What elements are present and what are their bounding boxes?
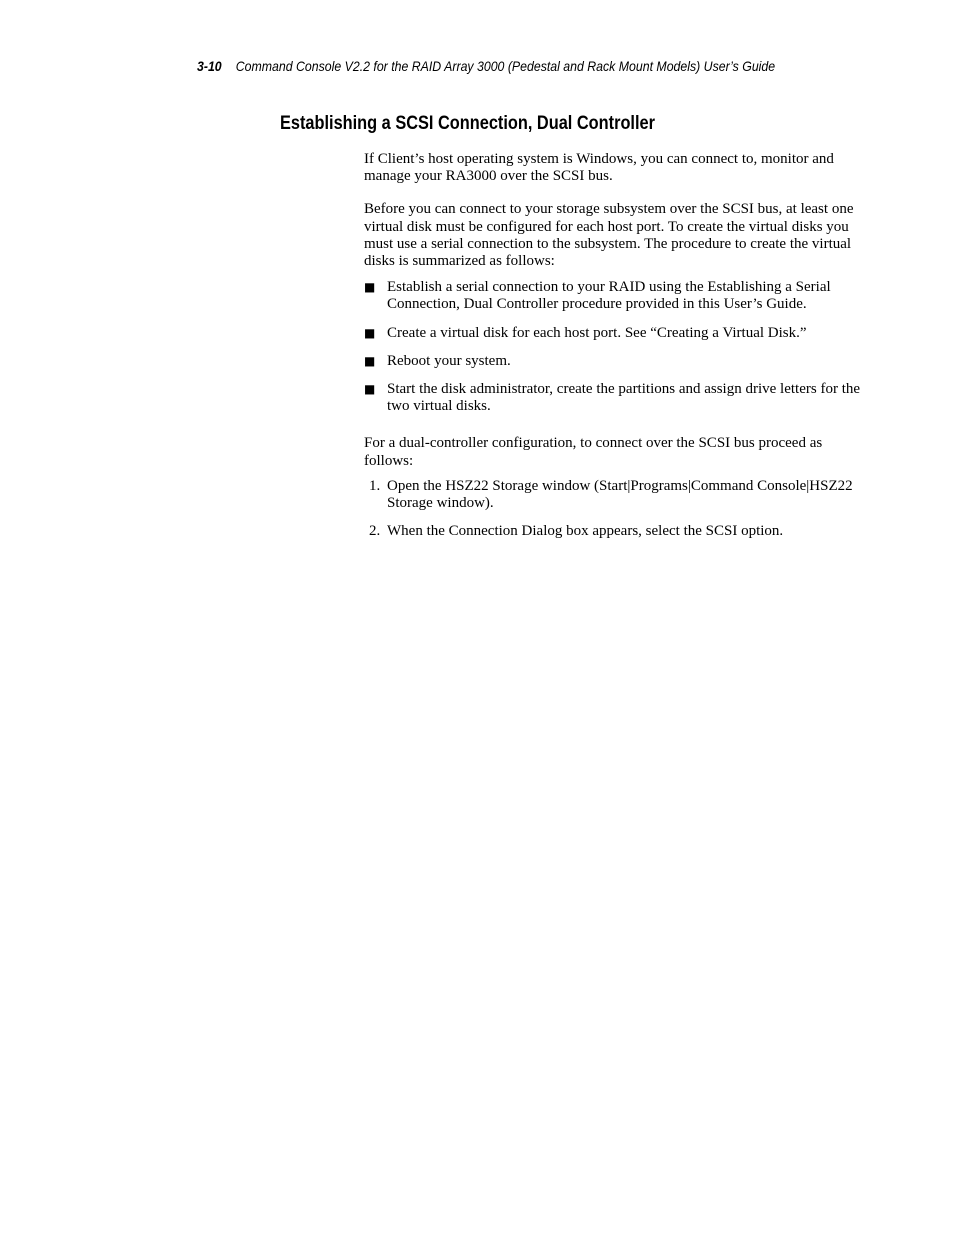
numbered-steps [364, 478, 864, 541]
list-item [364, 353, 864, 370]
procedure-summary-list [364, 279, 864, 415]
step-item [364, 523, 864, 540]
running-title: Command Console V2.2 for the RAID Array 3000 (Pedestal and Rack Mount Models) User’s Guide [235, 58, 776, 74]
square-bullet-icon: ■ [364, 382, 376, 397]
step-text: When the Connection Dialog box appears, select the SCSI option. [387, 523, 784, 540]
running-header [197, 57, 775, 75]
page-number: 3-10 [197, 58, 222, 74]
steps-lead-paragraph: For a dual-controller configuration, to connect over the SCSI bus proceed as follows: [364, 435, 823, 469]
step-number: 1. [369, 477, 381, 494]
list-item-text: Start the disk administrator, create the partitions and assign drive letters for the two virtual disks. [387, 381, 861, 415]
square-bullet-icon: ■ [364, 280, 376, 295]
square-bullet-icon: ■ [364, 353, 376, 368]
section-title: Establishing a SCSI Connection, Dual Controller [280, 113, 655, 134]
list-item-text: Establish a serial connection to your RAID using the Establishing a Serial Connection, Dual Controller procedure provided in this User’s Guide. [387, 279, 831, 313]
body-text [364, 151, 864, 551]
step-number: 2. [369, 523, 381, 540]
list-item [364, 325, 864, 342]
step-text: Open the HSZ22 Storage window (Start|Programs|Command Console|HSZ22 Storage window). [387, 477, 853, 512]
list-item-text: Reboot your system. [387, 352, 511, 369]
prerequisite-paragraph: Before you can connect to your storage subsystem over the SCSI bus, at least one virtual disk must be configured for each host port. To create the virtual disks you must use a serial connection to the subsystem. The procedure to create the virtual disks is summarized as follows: [364, 201, 854, 270]
square-bullet-icon: ■ [364, 325, 376, 340]
step-item [364, 478, 864, 512]
intro-paragraph: If Client’s host operating system is Windows, you can connect to, monitor and manage your RA3000 over the SCSI bus. [364, 151, 834, 185]
list-item-text: Create a virtual disk for each host port. See “Creating a Virtual Disk.” [387, 324, 807, 341]
list-item [364, 381, 864, 415]
list-item [364, 279, 864, 313]
